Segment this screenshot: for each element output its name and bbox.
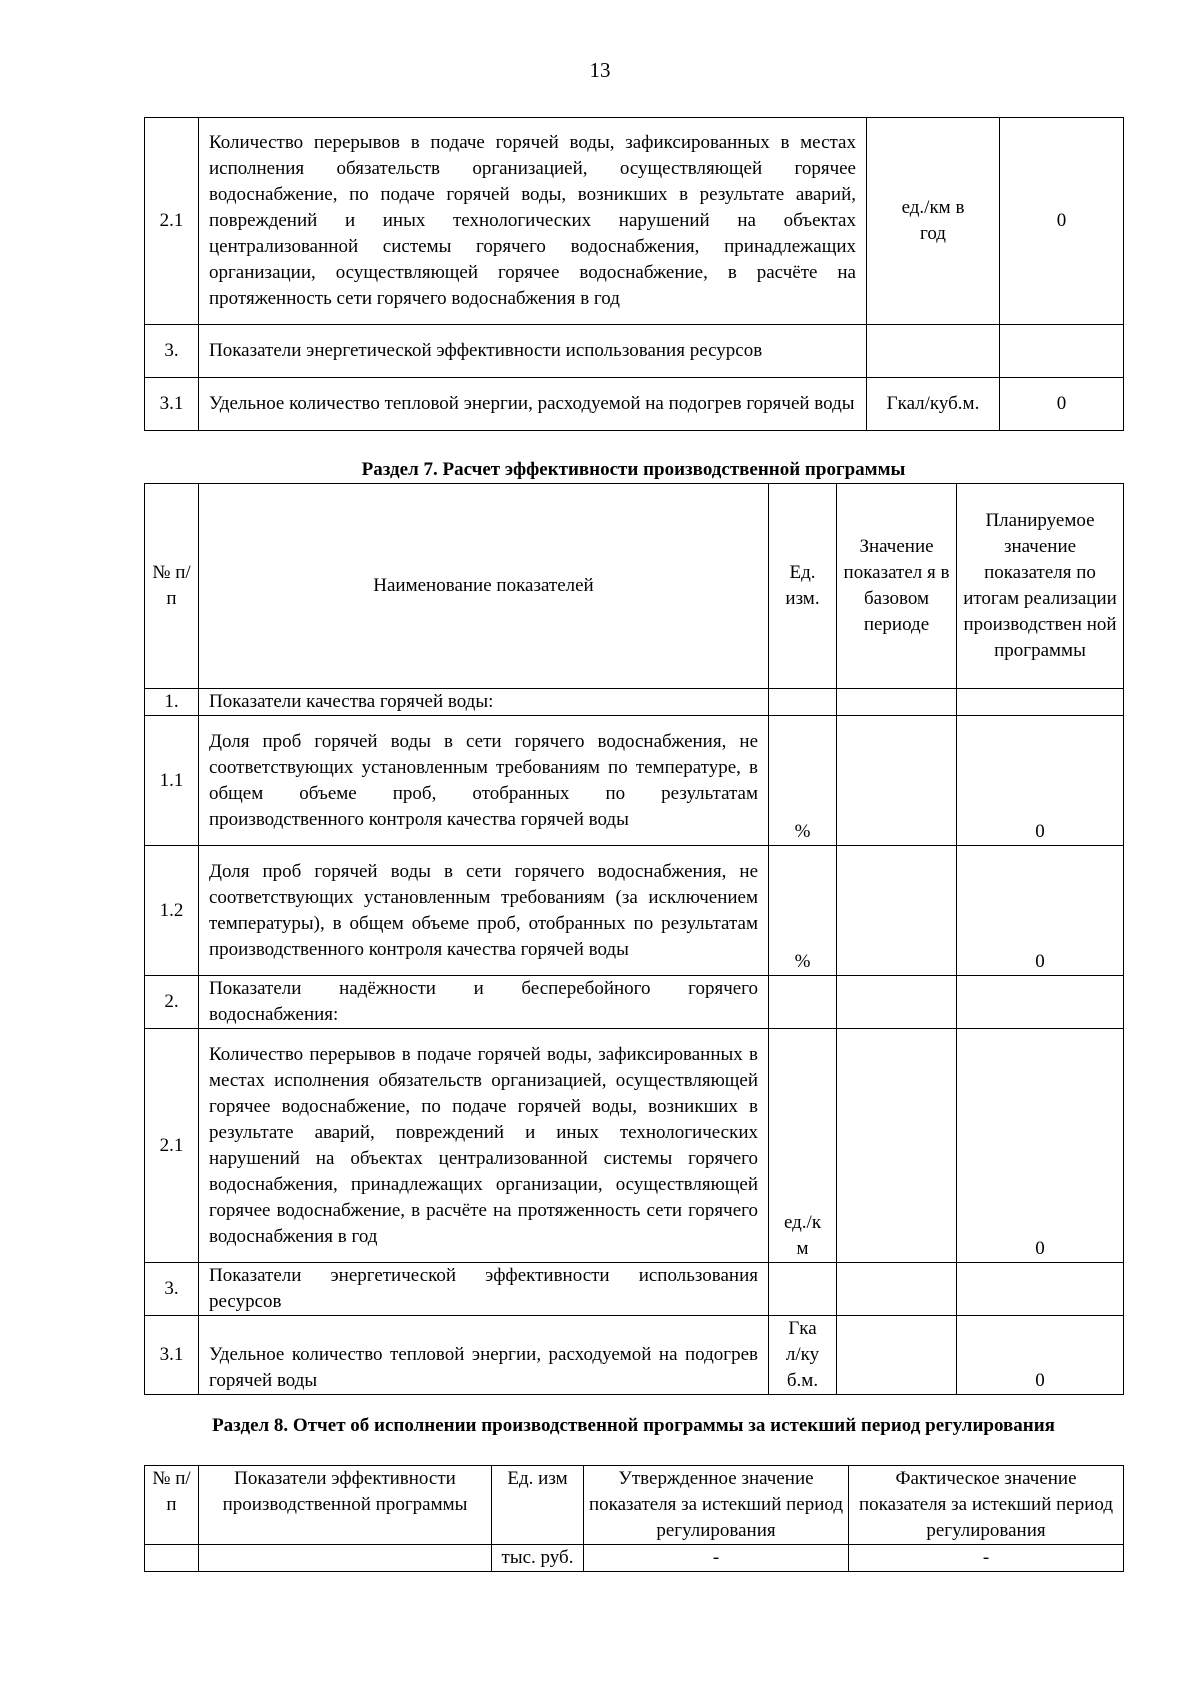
indicator-name: Доля проб горячей воды в сети горячего водоснабжения, не соответствующих установленным требованиям по температуре, в общем объеме проб, отобранных по результатам производственного контроля качества горячей воды xyxy=(199,716,769,846)
planned-value-cell: 0 xyxy=(957,1029,1124,1263)
table-row xyxy=(145,378,1124,431)
unit-cell xyxy=(769,689,837,716)
table-header-row xyxy=(145,484,1124,689)
header-unit: Ед. изм. xyxy=(769,484,837,689)
header-approved-value: Утвержденное значение показателя за истекший период регулирования xyxy=(584,1466,849,1545)
table-row xyxy=(145,118,1124,325)
table-row xyxy=(145,1316,1124,1395)
header-actual-value: Фактическое значение показателя за истекший период регулирования xyxy=(849,1466,1124,1545)
table-header-row xyxy=(145,1466,1124,1545)
unit-cell: ед./к м xyxy=(769,1029,837,1263)
planned-value-cell: 0 xyxy=(957,846,1124,976)
section8-table xyxy=(144,1465,1124,1572)
indicator-name: Удельное количество тепловой энергии, расходуемой на подогрев горячей воды xyxy=(199,1316,769,1395)
indicator-name: Удельное количество тепловой энергии, расходуемой на подогрев горячей воды xyxy=(199,378,867,431)
section8-title: Раздел 8. Отчет об исполнении производственной программы за истекший период регулирования xyxy=(212,1415,1055,1436)
indicator-name: Показатели качества горячей воды: xyxy=(199,689,769,716)
unit-cell xyxy=(769,976,837,1029)
approved-value-cell: - xyxy=(584,1545,849,1572)
table-row xyxy=(145,846,1124,976)
row-number: 2.1 xyxy=(145,118,199,325)
base-value-cell xyxy=(837,1316,957,1395)
planned-value-cell: 0 xyxy=(957,716,1124,846)
row-number: 3. xyxy=(145,325,199,378)
unit-cell: Гка л/ку б.м. xyxy=(769,1316,837,1395)
base-value-cell xyxy=(837,1263,957,1316)
row-number: 1.2 xyxy=(145,846,199,976)
section7-title: Раздел 7. Расчет эффективности производственной программы xyxy=(361,459,906,480)
table-row xyxy=(145,689,1124,716)
row-number: 1. xyxy=(145,689,199,716)
table-row xyxy=(145,1263,1124,1316)
header-num: № п/п xyxy=(145,1466,199,1545)
row-number: 2. xyxy=(145,976,199,1029)
indicator-name xyxy=(199,1545,492,1572)
section7-table xyxy=(144,483,1124,1395)
base-value-cell xyxy=(837,1029,957,1263)
indicator-name: Количество перерывов в подаче горячей воды, зафиксированных в местах исполнения обязательств организацией, осуществляющей горячее водоснабжение, по подаче горячей воды, возникших в результате аварий, повреждений и иных технологических нарушений на объектах централизованной системы горячего водоснабжения, принадлежащих организации, осуществляющей горячее водоснабжение, в расчёте на протяженность сети горячего водоснабжения в год xyxy=(199,118,867,325)
planned-value-cell xyxy=(957,1263,1124,1316)
page-number: 13 xyxy=(589,58,611,82)
row-number xyxy=(145,1545,199,1572)
table-row xyxy=(145,716,1124,846)
indicators-table-continued xyxy=(144,117,1124,431)
header-name: Показатели эффективности производственной программы xyxy=(199,1466,492,1545)
header-name: Наименование показателей xyxy=(199,484,769,689)
value-cell: 0 xyxy=(1000,378,1124,431)
unit-cell xyxy=(867,325,1000,378)
base-value-cell xyxy=(837,846,957,976)
table-row xyxy=(145,1029,1124,1263)
header-num: № п/п xyxy=(145,484,199,689)
unit-cell: тыс. руб. xyxy=(492,1545,584,1572)
planned-value-cell xyxy=(957,689,1124,716)
planned-value-cell: 0 xyxy=(957,1316,1124,1395)
value-cell: 0 xyxy=(1000,118,1124,325)
row-number: 3.1 xyxy=(145,1316,199,1395)
base-value-cell xyxy=(837,716,957,846)
table-row xyxy=(145,325,1124,378)
indicator-name: Показатели энергетической эффективности использования ресурсов xyxy=(199,1263,769,1316)
row-number: 2.1 xyxy=(145,1029,199,1263)
base-value-cell xyxy=(837,976,957,1029)
unit-cell: Гкал/куб.м. xyxy=(867,378,1000,431)
value-cell xyxy=(1000,325,1124,378)
unit-cell: % xyxy=(769,716,837,846)
indicator-name: Показатели энергетической эффективности использования ресурсов xyxy=(199,325,867,378)
row-number: 3. xyxy=(145,1263,199,1316)
table-row xyxy=(145,1545,1124,1572)
header-planned-value: Планируемое значение показателя по итогам реализации производствен ной программы xyxy=(957,484,1124,689)
row-number: 3.1 xyxy=(145,378,199,431)
unit-cell xyxy=(769,1263,837,1316)
indicator-name: Показатели надёжности и бесперебойного горячего водоснабжения: xyxy=(199,976,769,1029)
unit-cell: % xyxy=(769,846,837,976)
header-unit: Ед. изм xyxy=(492,1466,584,1545)
table-row xyxy=(145,976,1124,1029)
indicator-name: Количество перерывов в подаче горячей воды, зафиксированных в местах исполнения обязательств организацией, осуществляющей горячее водоснабжение, по подаче горячей воды, возникших в результате аварий, повреждений и иных технологических нарушений на объектах централизованной системы горячего водоснабжения, принадлежащих организации, осуществляющей горячее водоснабжение, в расчёте на протяженность сети горячего водоснабжения в год xyxy=(199,1029,769,1263)
unit-cell: ед./км в год xyxy=(867,118,1000,325)
header-base-value: Значение показател я в базовом периоде xyxy=(837,484,957,689)
actual-value-cell: - xyxy=(849,1545,1124,1572)
row-number: 1.1 xyxy=(145,716,199,846)
indicator-name: Доля проб горячей воды в сети горячего водоснабжения, не соответствующих установленным требованиям (за исключением температуры), в общем объеме проб, отобранных по результатам производственного контроля качества горячей воды xyxy=(199,846,769,976)
planned-value-cell xyxy=(957,976,1124,1029)
base-value-cell xyxy=(837,689,957,716)
